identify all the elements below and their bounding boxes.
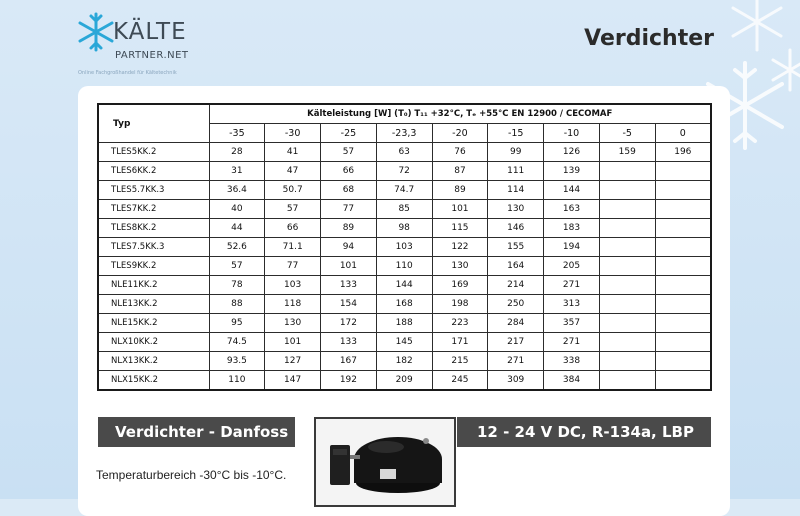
capacity-value-cell: 28 (209, 143, 265, 162)
capacity-value-cell: 217 (488, 333, 544, 352)
temperature-column-header: -15 (488, 124, 544, 143)
compressor-capacity-table (97, 103, 712, 391)
capacity-value-cell: 245 (432, 371, 488, 391)
capacity-value-cell: 41 (265, 143, 321, 162)
temperature-column-header: -10 (544, 124, 600, 143)
capacity-value-cell: 44 (209, 219, 265, 238)
capacity-value-cell: 89 (432, 181, 488, 200)
capacity-value-cell: 183 (544, 219, 600, 238)
capacity-value-cell: 188 (376, 314, 432, 333)
capacity-value-cell: 309 (488, 371, 544, 391)
capacity-value-cell: 103 (376, 238, 432, 257)
capacity-value-cell: 223 (432, 314, 488, 333)
capacity-value-cell: 118 (265, 295, 321, 314)
capacity-value-cell: 71.1 (265, 238, 321, 257)
capacity-value-cell: 139 (544, 162, 600, 181)
compressor-type-cell: TLES5KK.2 (98, 143, 209, 162)
table-row (98, 162, 711, 181)
capacity-value-cell: 163 (544, 200, 600, 219)
capacity-value-cell: 164 (488, 257, 544, 276)
capacity-value-cell: 78 (209, 276, 265, 295)
capacity-value-cell (655, 200, 711, 219)
capacity-value-cell: 271 (544, 276, 600, 295)
capacity-value-cell (599, 352, 655, 371)
compressor-type-cell: NLE13KK.2 (98, 295, 209, 314)
capacity-value-cell: 145 (376, 333, 432, 352)
capacity-value-cell: 72 (376, 162, 432, 181)
capacity-value-cell: 215 (432, 352, 488, 371)
capacity-value-cell: 66 (321, 162, 377, 181)
logo-subtitle: PARTNER.NET (115, 50, 189, 61)
capacity-value-cell: 111 (488, 162, 544, 181)
capacity-value-cell (655, 238, 711, 257)
capacity-value-cell (599, 276, 655, 295)
table-row (98, 295, 711, 314)
capacity-value-cell: 182 (376, 352, 432, 371)
capacity-value-cell: 172 (321, 314, 377, 333)
capacity-value-cell (655, 314, 711, 333)
capacity-value-cell: 144 (544, 181, 600, 200)
capacity-value-cell: 154 (321, 295, 377, 314)
capacity-value-cell: 77 (265, 257, 321, 276)
temperature-column-header: -5 (599, 124, 655, 143)
capacity-value-cell: 77 (321, 200, 377, 219)
capacity-value-cell: 76 (432, 143, 488, 162)
table-row (98, 219, 711, 238)
capacity-value-cell: 127 (265, 352, 321, 371)
capacity-value-cell: 126 (544, 143, 600, 162)
capacity-value-cell: 31 (209, 162, 265, 181)
capacity-value-cell: 214 (488, 276, 544, 295)
capacity-value-cell: 313 (544, 295, 600, 314)
temperature-column-header: -23,3 (376, 124, 432, 143)
capacity-value-cell: 110 (209, 371, 265, 391)
capacity-value-cell: 101 (265, 333, 321, 352)
capacity-value-cell: 68 (321, 181, 377, 200)
capacity-value-cell: 147 (265, 371, 321, 391)
capacity-value-cell: 94 (321, 238, 377, 257)
capacity-value-cell (655, 352, 711, 371)
capacity-value-cell: 88 (209, 295, 265, 314)
temperature-column-header: -20 (432, 124, 488, 143)
logo-wordmark: KÄLTE (113, 19, 187, 45)
compressor-type-cell: NLX15KK.2 (98, 371, 209, 391)
capacity-value-cell (599, 257, 655, 276)
capacity-value-cell: 196 (655, 143, 711, 162)
temperature-column-header: -25 (321, 124, 377, 143)
capacity-value-cell: 101 (432, 200, 488, 219)
capacity-value-cell: 57 (209, 257, 265, 276)
capacity-value-cell: 110 (376, 257, 432, 276)
capacity-value-cell: 101 (321, 257, 377, 276)
capacity-value-cell: 74.7 (376, 181, 432, 200)
capacity-value-cell: 192 (321, 371, 377, 391)
snowflake-decoration-icon (722, 0, 792, 52)
capacity-value-cell: 167 (321, 352, 377, 371)
compressor-type-cell: TLES6KK.2 (98, 162, 209, 181)
capacity-value-cell: 57 (321, 143, 377, 162)
capacity-value-cell: 115 (432, 219, 488, 238)
capacity-value-cell (599, 200, 655, 219)
capacity-value-cell (599, 181, 655, 200)
compressor-type-cell: NLX13KK.2 (98, 352, 209, 371)
table-row (98, 257, 711, 276)
table-row (98, 314, 711, 333)
capacity-value-cell: 271 (544, 333, 600, 352)
capacity-value-cell: 36.4 (209, 181, 265, 200)
compressor-type-cell: TLES5.7KK.3 (98, 181, 209, 200)
capacity-value-cell: 133 (321, 333, 377, 352)
table-row (98, 181, 711, 200)
capacity-value-cell (599, 238, 655, 257)
capacity-value-cell: 98 (376, 219, 432, 238)
table-body (98, 143, 711, 391)
capacity-value-cell: 57 (265, 200, 321, 219)
table-row (98, 143, 711, 162)
capacity-value-cell: 159 (599, 143, 655, 162)
capacity-value-cell: 114 (488, 181, 544, 200)
table-row (98, 276, 711, 295)
temperature-column-header: -30 (265, 124, 321, 143)
capacity-value-cell (655, 219, 711, 238)
capacity-value-cell: 52.6 (209, 238, 265, 257)
capacity-value-cell: 338 (544, 352, 600, 371)
capacity-value-cell (655, 333, 711, 352)
capacity-value-cell: 155 (488, 238, 544, 257)
snowflake-decoration-icon (770, 48, 800, 92)
capacity-value-cell: 130 (432, 257, 488, 276)
snowflake-logo-icon (78, 12, 114, 52)
capacity-value-cell (599, 371, 655, 391)
capacity-value-cell (655, 257, 711, 276)
capacity-value-cell (655, 162, 711, 181)
section-banner-left: Verdichter - Danfoss (98, 417, 295, 447)
capacity-value-cell (599, 314, 655, 333)
temperature-range-text: Temperaturbereich -30°C bis -10°C. (96, 468, 287, 482)
capacity-value-cell: 93.5 (209, 352, 265, 371)
temperature-column-header: -35 (209, 124, 265, 143)
temperature-column-header: 0 (655, 124, 711, 143)
capacity-value-cell: 144 (376, 276, 432, 295)
compressor-photo (314, 417, 456, 507)
capacity-value-cell: 284 (488, 314, 544, 333)
capacity-value-cell: 87 (432, 162, 488, 181)
capacity-value-cell (655, 295, 711, 314)
compressor-type-cell: TLES8KK.2 (98, 219, 209, 238)
capacity-value-cell: 271 (488, 352, 544, 371)
capacity-value-cell: 146 (488, 219, 544, 238)
capacity-value-cell: 384 (544, 371, 600, 391)
capacity-value-cell: 198 (432, 295, 488, 314)
capacity-value-cell: 89 (321, 219, 377, 238)
logo-tagline: Online Fachgroßhandel für Kältetechnik (78, 70, 177, 76)
capacity-value-cell: 47 (265, 162, 321, 181)
capacity-value-cell: 130 (265, 314, 321, 333)
compressor-type-cell: NLX10KK.2 (98, 333, 209, 352)
capacity-value-cell (655, 276, 711, 295)
capacity-value-cell: 122 (432, 238, 488, 257)
capacity-value-cell: 171 (432, 333, 488, 352)
compressor-type-cell: NLE11KK.2 (98, 276, 209, 295)
capacity-value-cell: 66 (265, 219, 321, 238)
capacity-value-cell: 194 (544, 238, 600, 257)
capacity-value-cell: 205 (544, 257, 600, 276)
capacity-value-cell: 250 (488, 295, 544, 314)
capacity-value-cell: 40 (209, 200, 265, 219)
capacity-value-cell: 63 (376, 143, 432, 162)
compressor-type-cell: NLE15KK.2 (98, 314, 209, 333)
capacity-value-cell (599, 295, 655, 314)
capacity-value-cell: 133 (321, 276, 377, 295)
capacity-value-cell: 130 (488, 200, 544, 219)
capacity-header: Kälteleistung [W] (T₀) T₁₁ +32°C, Tₑ +55°C EN 12900 / CECOMAF (209, 104, 711, 124)
capacity-value-cell: 85 (376, 200, 432, 219)
table-row (98, 371, 711, 391)
page-title: Verdichter (584, 26, 714, 51)
capacity-value-cell (599, 162, 655, 181)
table-row (98, 352, 711, 371)
capacity-value-cell (655, 181, 711, 200)
table-row (98, 333, 711, 352)
capacity-value-cell (599, 333, 655, 352)
compressor-image-icon (316, 419, 454, 505)
capacity-value-cell: 168 (376, 295, 432, 314)
compressor-type-cell: TLES9KK.2 (98, 257, 209, 276)
capacity-value-cell: 209 (376, 371, 432, 391)
section-banner-right: 12 - 24 V DC, R-134a, LBP (457, 417, 711, 447)
compressor-type-cell: TLES7.5KK.3 (98, 238, 209, 257)
capacity-value-cell: 50.7 (265, 181, 321, 200)
table-row (98, 238, 711, 257)
capacity-value-cell: 99 (488, 143, 544, 162)
capacity-value-cell (599, 219, 655, 238)
capacity-value-cell: 169 (432, 276, 488, 295)
compressor-type-cell: TLES7KK.2 (98, 200, 209, 219)
table-row (98, 200, 711, 219)
capacity-value-cell (655, 371, 711, 391)
capacity-value-cell: 95 (209, 314, 265, 333)
capacity-value-cell: 357 (544, 314, 600, 333)
capacity-value-cell: 74.5 (209, 333, 265, 352)
typ-column-header: Typ (98, 104, 209, 143)
capacity-value-cell: 103 (265, 276, 321, 295)
logo[interactable] (78, 12, 208, 80)
